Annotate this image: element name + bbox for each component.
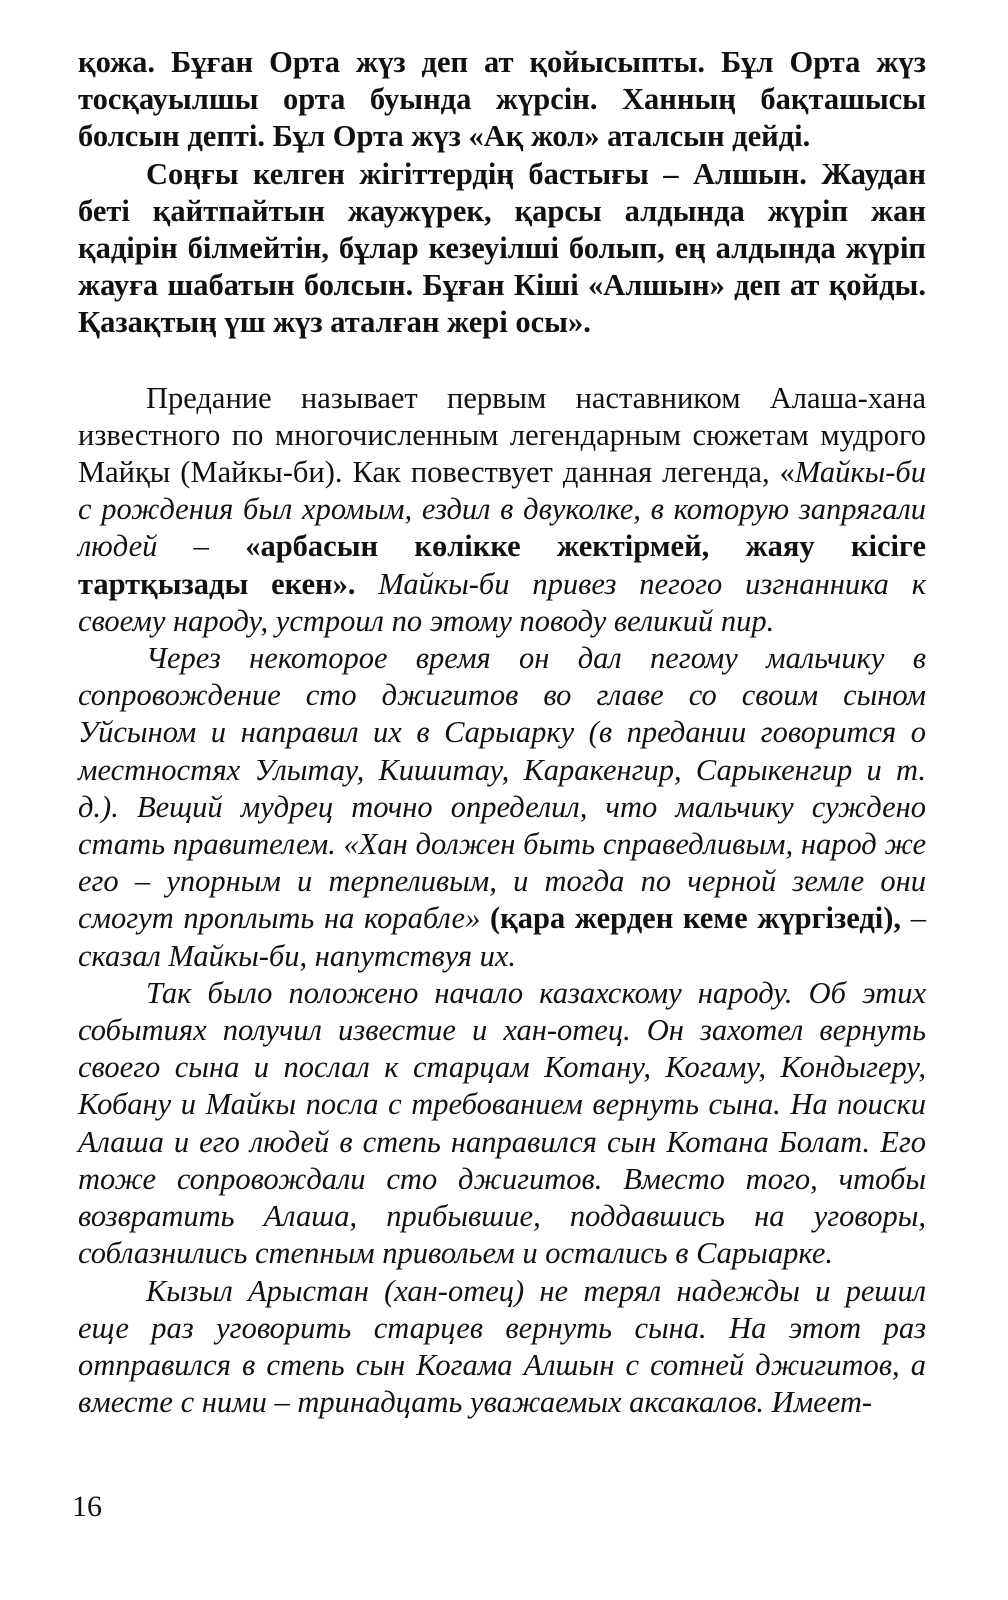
kazakh-paragraph-2: Соңғы келген жігіттердің бастығы – Алшын. Жаудан беті қайтпайтын жаужүрек, қарсы алдында жүріп жан қадірін білмейтін, бұлар кезеуілші болып, ең алдында жүріп жауға шабатын болсын. Бұған Кіші «Алшын» деп ат қойды. Қазақтың үш жүз аталған жері осы». [78, 156, 926, 340]
russian-paragraph-4: Кызыл Арыстан (хан-отец) не терял надежды и решил еще раз уговорить старцев вернуть сына. На этот раз отправился в степь сын Когама Алшын с сотней джигитов, а вместе с ними – тринадцать уважаемых аксакалов. Имеет- [78, 1273, 926, 1420]
russian-paragraph-2 [78, 640, 926, 975]
italic-text: – сказал Майкы-би, напутствуя их. [78, 901, 926, 973]
russian-paragraph-1 [78, 380, 926, 640]
kazakh-quote: «арбасын көлікке жектірмей, жаяу кісіге тартқызады екен». [78, 529, 926, 601]
page-body [78, 44, 926, 1421]
italic-quote: Майкы-би с рождения был хромым, ездил в двуколке, в которую запрягали людей – [78, 455, 926, 564]
italic-text: Через некоторое время он дал пегому мальчику в сопровождение сто джигитов во главе со своим сыном Уйсыном и направил их в Сарыарку (в предании говорится о местностях Улытау, Кишитау, Каракенгир, Сарыкенгир и т. д.). Вещий мудрец точно определил, что мальчику суждено стать правителем. «Хан должен быть справедливым, народ же его – упорным и терпеливым, и тогда по черной земле они смогут проплыть на корабле» [78, 641, 926, 936]
page-number: 16 [72, 1490, 102, 1523]
text-run: Предание называет первым наставником Алаша-хана известного по многочисленным легендарным сюжетам мудрого Майқы (Майкы-би). Как повествует данная легенда, « [78, 380, 926, 490]
paragraph-gap [78, 342, 926, 380]
kazakh-paragraph-1: қожа. Бұған Орта жүз деп ат қойысыпты. Бұл Орта жүз тосқауылшы орта буында жүрсін. Ханның бақташысы болсын депті. Бұл Орта жүз «Ақ жол» аталсын дейді. [78, 45, 926, 154]
russian-paragraph-3: Так было положено начало казахскому народу. Об этих событиях получил известие и хан-отец. Он захотел вернуть своего сына и послал к старцам Котану, Когаму, Кондыгеру, Кобану и Майкы посла с требованием вернуть сына. На поиски Алаша и его людей в степь направился сын Котана Болат. Его тоже сопровождали сто джигитов. Вместо того, чтобы возвратить Алаша, прибывшие, поддавшись на уговоры, соблазнились степным привольем и остались в Сарыарке. [78, 975, 926, 1271]
kazakh-quote: (қара жерден кеме жүргізеді), [480, 901, 902, 936]
italic-text: Майкы-би привез пегого изгнанника к своему народу, устроил по этому поводу великий пир. [78, 566, 926, 638]
